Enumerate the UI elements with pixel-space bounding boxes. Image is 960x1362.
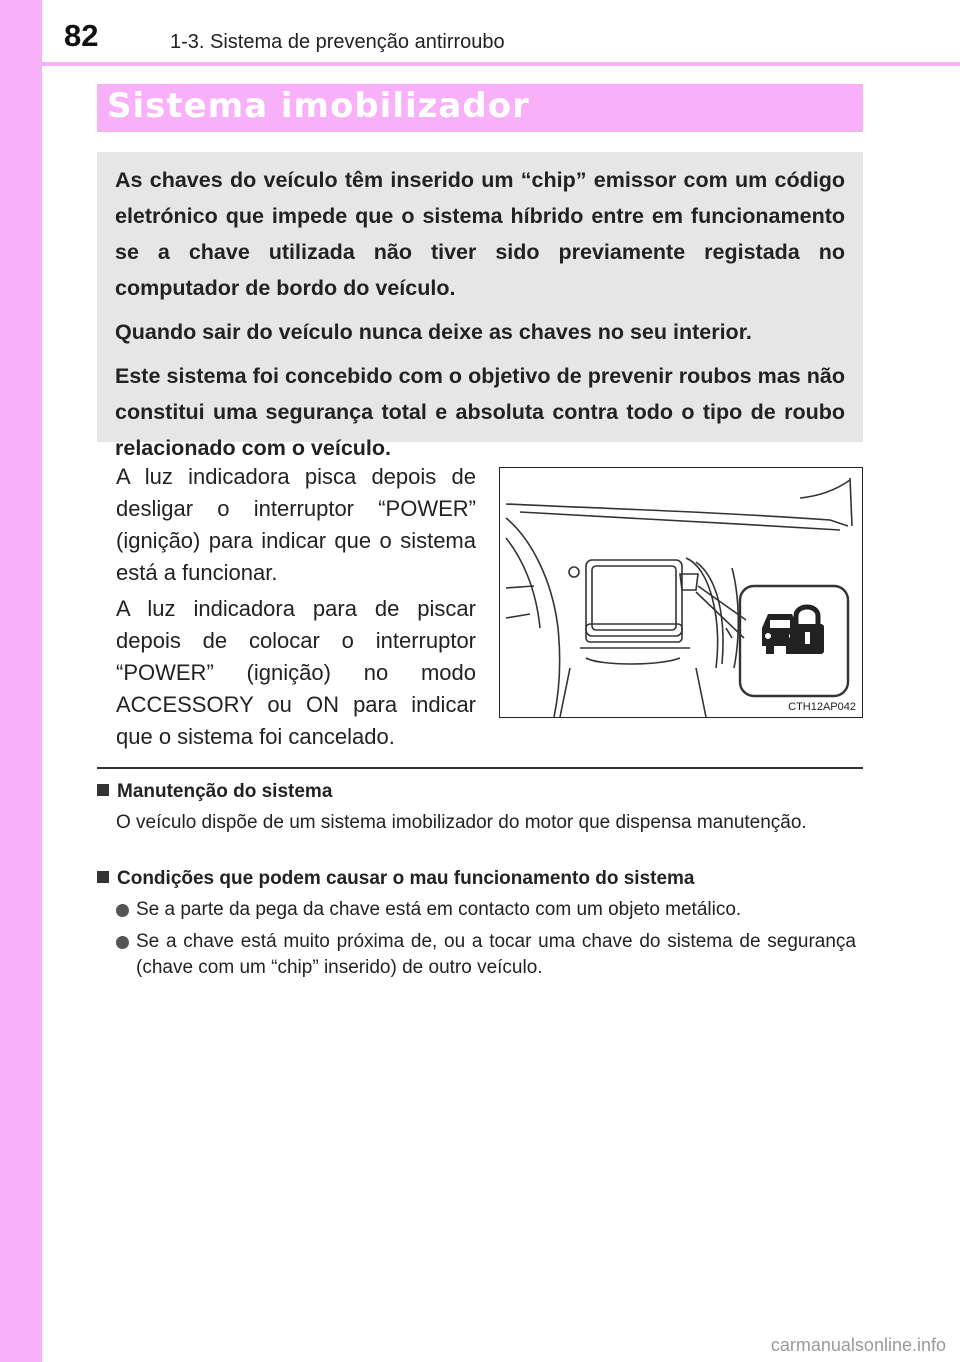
description-paragraph: A luz indicadora para de piscar depois de colocar o interruptor “POWER” (ignição) no modo ACCESSORY ou ON para indicar que o sistema foi cancelado. (116, 596, 476, 749)
list-item: Se a chave está muito próxima de, ou a tocar uma chave do sistema de segurança (chave com um “chip” inserido) de outro veículo. (116, 929, 856, 981)
description-paragraph: A luz indicadora pisca depois de desligar o interruptor “POWER” (ignição) para indicar que o sistema está a funcionar. (116, 464, 476, 585)
intro-box (97, 152, 863, 460)
side-color-stripe (0, 0, 42, 1362)
illustration-code: CTH12AP042 (788, 701, 856, 713)
watermark: carmanualsonline.info (770, 1335, 946, 1355)
dashboard-drawing (500, 468, 862, 717)
round-bullet-icon (116, 904, 129, 917)
section-divider (97, 767, 863, 769)
note-text-maintenance: O veículo dispõe de um sistema imobilizador do motor que dispensa manutenção. (116, 812, 807, 833)
square-bullet-icon (97, 784, 109, 796)
car-lock-icon (762, 607, 824, 654)
dashboard-illustration (499, 467, 863, 718)
section-title: Sistema imobilizador (107, 86, 530, 126)
chapter-title: 1-3. Sistema de prevenção antirroubo (170, 31, 505, 53)
round-bullet-icon (116, 936, 129, 949)
intro-paragraph: Este sistema foi concebido com o objetivo de prevenir roubos mas não constitui uma segurança total e absoluta contra todo o tipo de roubo relacionado com o veículo. (115, 364, 845, 460)
page-number: 82 (64, 18, 99, 53)
header-rule (0, 62, 960, 66)
note-heading-conditions: Condições que podem causar o mau funcionamento do sistema (97, 868, 695, 890)
note-heading-maintenance: Manutenção do sistema (97, 781, 332, 803)
intro-paragraph: As chaves do veículo têm inserido um “chip” emissor com um código eletrónico que impede que o sistema híbrido entre em funcionamento se a chave utilizada não tiver sido previamente registada no computador de bordo do veículo. (115, 168, 845, 300)
section-banner (97, 84, 863, 132)
square-bullet-icon (97, 871, 109, 883)
list-item: Se a parte da pega da chave está em contacto com um objeto metálico. (116, 897, 856, 923)
intro-paragraph: Quando sair do veículo nunca deixe as chaves no seu interior. (115, 320, 752, 344)
